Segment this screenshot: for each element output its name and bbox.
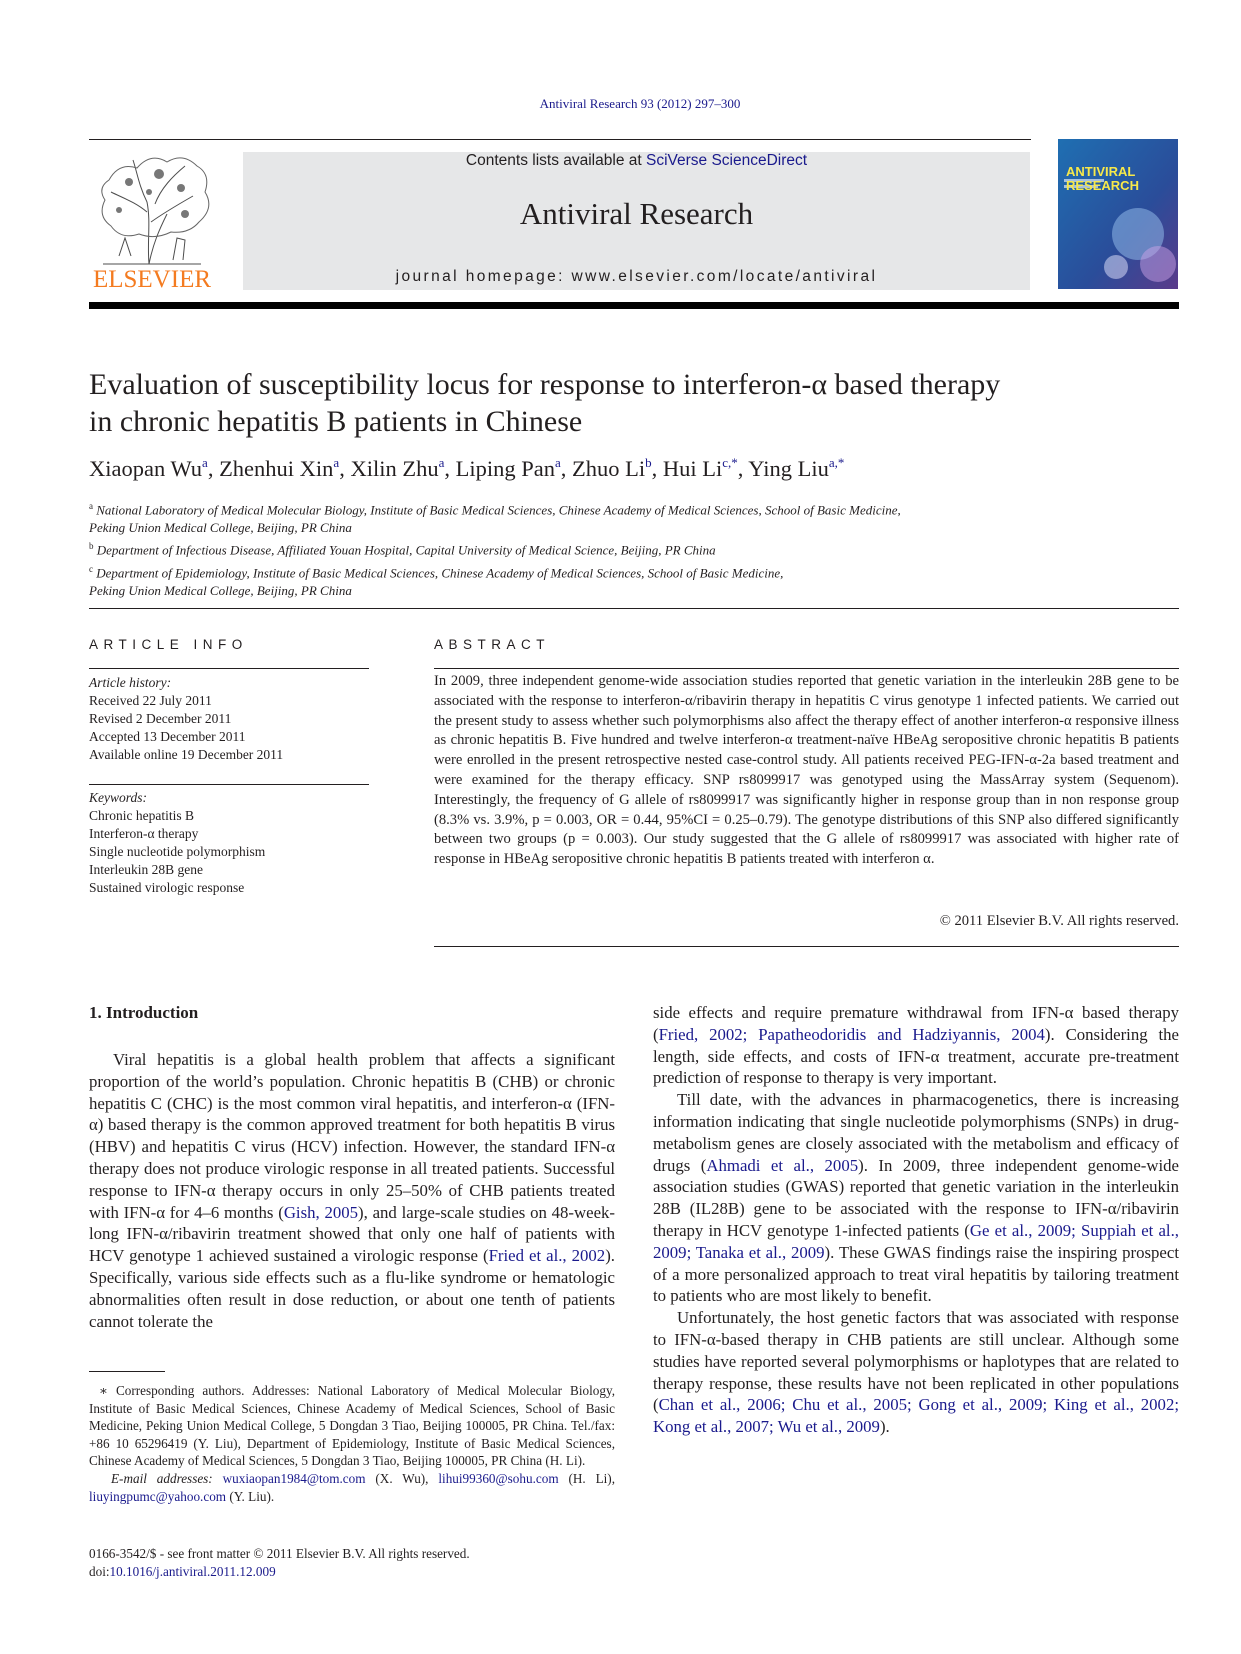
title-line-2: in chronic hepatitis B patients in Chinese <box>89 405 583 438</box>
paragraph: side effects and require premature withdrawal from IFN-α based therapy (Fried, 2002; Papatheodoridis and Hadziyannis, 2004). Considering the length, side effects, and costs of IFN-α treatment, accurate pre-treatment prediction of response to therapy is very important. <box>653 1003 1179 1088</box>
cover-title-line2: RESEARCH <box>1066 178 1139 193</box>
doi-line: doi:10.1016/j.antiviral.2011.12.009 <box>89 1564 276 1579</box>
section-rule <box>89 608 1179 609</box>
contents-line <box>243 152 1030 170</box>
affiliation-mark[interactable]: a <box>438 455 445 470</box>
journal-citation-link[interactable]: Antiviral Research 93 (2012) 297–300 <box>539 96 741 111</box>
affiliation-mark[interactable]: c,* <box>722 455 738 470</box>
abstract-rule <box>434 668 1179 669</box>
citation-link[interactable]: Fried, 2002; Papatheodoridis and Hadziyannis, 2004 <box>658 1024 1045 1044</box>
abstract-bottom-rule <box>434 946 1179 947</box>
citation-link[interactable]: Ge et al., 2009; Suppiah et al., 2009; Tanaka et al., 2009 <box>653 1220 1179 1262</box>
affiliation-b: $^b$ Department of Infectious Disease, Affiliated Youan Hospital, Capital University of Medical Science, Beijing, PR China <box>89 541 716 558</box>
affiliation-a: $^a$ National Laboratory of Medical Molecular Biology, Institute of Basic Medical Sciences, Chinese Academy of Medical Sciences, School of Basic Medicine, <box>89 501 901 518</box>
footnote-addresses: ∗ Corresponding authors. Addresses: National Laboratory of Medical Molecular Biology, Institute of Basic Medical Sciences, Chinese Academy of Medical Sciences, School of Basic Medicine, Peking Union Medical College, 5 Dongdan 3 Tiao, Beijing 100005, PR China. Tel./fax: +86 10 65296419 (Y. Liu), Department of Epidemiology, Institute of Basic Medical Sciences, Chinese Academy of Medical Sciences, 5 Dongdan 3 Tiao, Beijing 100005, PR China (H. Li). <box>89 1383 615 1469</box>
journal-name: Antiviral Research <box>519 196 754 231</box>
email-link[interactable]: lihui99360@sohu.com <box>438 1470 559 1486</box>
front-matter <box>89 1545 629 1581</box>
article-info-rule <box>89 668 369 669</box>
email-link[interactable]: liuyingpumc@yahoo.com <box>89 1488 227 1504</box>
email-link[interactable]: wuxiaopan1984@tom.com <box>222 1470 366 1486</box>
author: Hui $Li^{c,*}$, <box>662 455 749 481</box>
history-revised: Revised 2 December 2011 <box>89 711 232 726</box>
footnote-emails: E-mail addresses: wuxiaopan1984@tom.com (X. Wu), lihui99360@sohu.com (H. Li), liuyingpumc@yahoo.com (Y. Liu). <box>89 1470 615 1504</box>
corresponding-author-footnote <box>89 1382 615 1505</box>
citation-link[interactable]: Gish, 2005 <box>283 1202 359 1222</box>
author-list <box>89 455 1179 482</box>
citation-link[interactable]: Chan et al., 2006; Chu et al., 2005; Gong et al., 2009; King et al., 2002; Kong et al., 2007; Wu et al., 2009 <box>653 1395 1179 1437</box>
section-heading-introduction: 1. Introduction <box>89 1003 199 1022</box>
author: Zhenhui Xin$^a$, <box>219 455 351 481</box>
author: Zhuo Li$^b$, <box>572 455 663 481</box>
journal-banner <box>243 152 1030 290</box>
doi-link[interactable]: 10.1016/j.antiviral.2011.12.009 <box>109 1564 276 1579</box>
header-top-rule <box>89 139 1031 140</box>
body-column-left <box>89 1049 615 1332</box>
footnote-rule <box>89 1371 165 1372</box>
affiliations <box>89 497 1179 600</box>
affiliation-mark[interactable]: a <box>202 455 208 470</box>
journal-cover-icon <box>1058 139 1178 289</box>
keyword: Interferon-α therapy <box>89 826 199 841</box>
elsevier-wordmark: ELSEVIER <box>92 266 212 293</box>
elsevier-logo[interactable] <box>89 152 215 292</box>
header-thick-rule <box>89 302 1179 309</box>
affiliation-a-line2: Peking Union Medical College, Beijing, PR China <box>89 520 352 536</box>
affiliation-mark[interactable]: b <box>645 455 652 470</box>
keyword: Sustained virologic response <box>89 880 245 895</box>
article-title <box>89 366 1179 440</box>
body-column-right <box>653 1002 1179 1438</box>
history-label: Article history: <box>89 675 172 690</box>
author: Ying Liu$^{a,*}$ <box>748 455 845 481</box>
affiliation-c-line2: Peking Union Medical College, Beijing, PR China <box>89 582 352 598</box>
keyword: Chronic hepatitis B <box>89 808 194 823</box>
citation-link[interactable]: Fried et al., 2002 <box>488 1246 606 1266</box>
keywords-label: Keywords: <box>89 790 147 805</box>
keyword: Single nucleotide polymorphism <box>89 844 266 859</box>
sciencedirect-link[interactable]: SciVerse ScienceDirect <box>645 152 808 169</box>
paragraph: Till date, with the advances in pharmacogenetics, there is increasing information indicating that single nucleotide polymorphisms (SNPs) in drug-metabolism genes are closely associated with the metabolism and efficacy of drugs (Ahmadi et al., 2005). In 2009, three independent genome-wide association studies (GWAS) reported that genetic variation in the interleukin 28B (IL28B) gene to be associated with the response to IFN-α/ribavirin therapy in HCV genotype 1-infected patients (Ge et al., 2009; Suppiah et al., 2009; Tanaka et al., 2009). These GWAS findings raise the inspiring prospect of a more personalized approach to treat viral hepatitis by tailoring treatment to patients who are most likely to benefit. <box>653 1090 1179 1306</box>
keywords-rule <box>89 784 369 785</box>
article-info-heading: ARTICLE INFO <box>89 637 248 652</box>
author: Liping Pan$^a$, <box>455 455 573 481</box>
paragraph: Unfortunately, the host genetic factors that was associated with response to IFN-α-based therapy in CHB patients are still unclear. Although some studies have reported several polymorphisms or haplotypes that are related to therapy response, these results have not been replicated in other populations (Chan et al., 2006; Chu et al., 2005; Gong et al., 2009; King et al., 2002; Kong et al., 2007; Wu et al., 2009). <box>653 1308 1179 1437</box>
cover-title-line1: ANTIVIRAL <box>1066 164 1136 179</box>
affiliation-c: $^c$ Department of Epidemiology, Institute of Basic Medical Sciences, Chinese Academy of Medical Sciences, School of Basic Medicine, <box>89 563 784 580</box>
citation-link[interactable]: Ahmadi et al., 2005 <box>706 1155 859 1175</box>
journal-cover-image[interactable] <box>1058 139 1178 289</box>
keyword: Interleukin 28B gene <box>89 862 203 877</box>
article-history <box>89 674 369 764</box>
abstract-copyright: © 2011 Elsevier B.V. All rights reserved. <box>939 913 1179 929</box>
keywords <box>89 789 369 897</box>
history-received: Received 22 July 2011 <box>89 693 212 708</box>
abstract-text: In 2009, three independent genome-wide association studies reported that genetic variation in the interleukin 28B gene to be associated with the response to interferon-α/ribavirin therapy in hepatitis C virus genotype 1 infected patients. We carried out the present study to assess whether such polymorphisms also affect the therapy effect of another interferon-α responsive illness as chronic hepatitis B. Five hundred and twelve interferon-α treatment-naïve HBeAg seropositive chronic hepatitis B patients were enrolled in the present retrospective nested case-control study. All patients received PEG-IFN-α-2a based treatment and were examined for the therapy efficacy. SNP rs8099917 was genotyped using the MassArray system (Sequenom). Interestingly, the frequency of G allele of rs8099917 was significantly higher in response group than in non response group (8.3% vs. 3.9%, p = 0.003, OR = 0.44, 95%CI = 0.25–0.79). The genotype distributions of this SNP also differed significantly between two groups (p = 0.003). Our study suggested that the G allele of rs8099917 was associated with higher rate of response in HBeAg seropositive chronic hepatitis B patients treated with interferon α. <box>434 673 1179 868</box>
contents-prefix: Contents lists available at <box>465 152 646 169</box>
history-online: Available online 19 December 2011 <box>89 747 284 762</box>
history-accepted: Accepted 13 December 2011 <box>89 729 246 744</box>
paragraph: Viral hepatitis is a global health problem that affects a significant proportion of the world’s population. Chronic hepatitis B (CHB) or chronic hepatitis C (CHC) is the most common viral hepatitis, and interferon-α (IFN-α) based therapy is the common approved treatment for both hepatitis B virus (HBV) and hepatitis C virus (HCV) infection. However, the standard IFN-α therapy does not produce virologic response in all treated patients. Successful response to IFN-α therapy occurs in only 25–50% of CHB patients treated with IFN-α for 4–6 months (Gish, 2005), and large-scale studies on 48-week-long IFN-α/ribavirin treatment showed that only one half of patients with HCV genotype 1 achieved sustained a virologic response (Fried et al., 2002). Specifically, various side effects such as a flu-like syndrome or hematologic abnormalities often result in dose reduction, or about one tenth of patients cannot tolerate the <box>89 1050 615 1331</box>
author: Xilin Zhu$^a$, <box>350 455 456 481</box>
affiliation-mark[interactable]: a <box>554 455 561 470</box>
journal-homepage[interactable]: journal homepage: www.elsevier.com/locate/antiviral <box>395 268 878 285</box>
affiliation-mark[interactable]: a <box>333 455 340 470</box>
front-matter-line: 0166-3542/$ - see front matter © 2011 Elsevier B.V. All rights reserved. <box>89 1546 470 1561</box>
title-line-1: Evaluation of susceptibility locus for response to interferon-α based therapy <box>89 368 1001 401</box>
affiliation-mark[interactable]: a,* <box>828 455 845 470</box>
author: Xiaopan Wu$^a$, <box>89 455 220 481</box>
abstract-heading: ABSTRACT <box>434 637 551 652</box>
